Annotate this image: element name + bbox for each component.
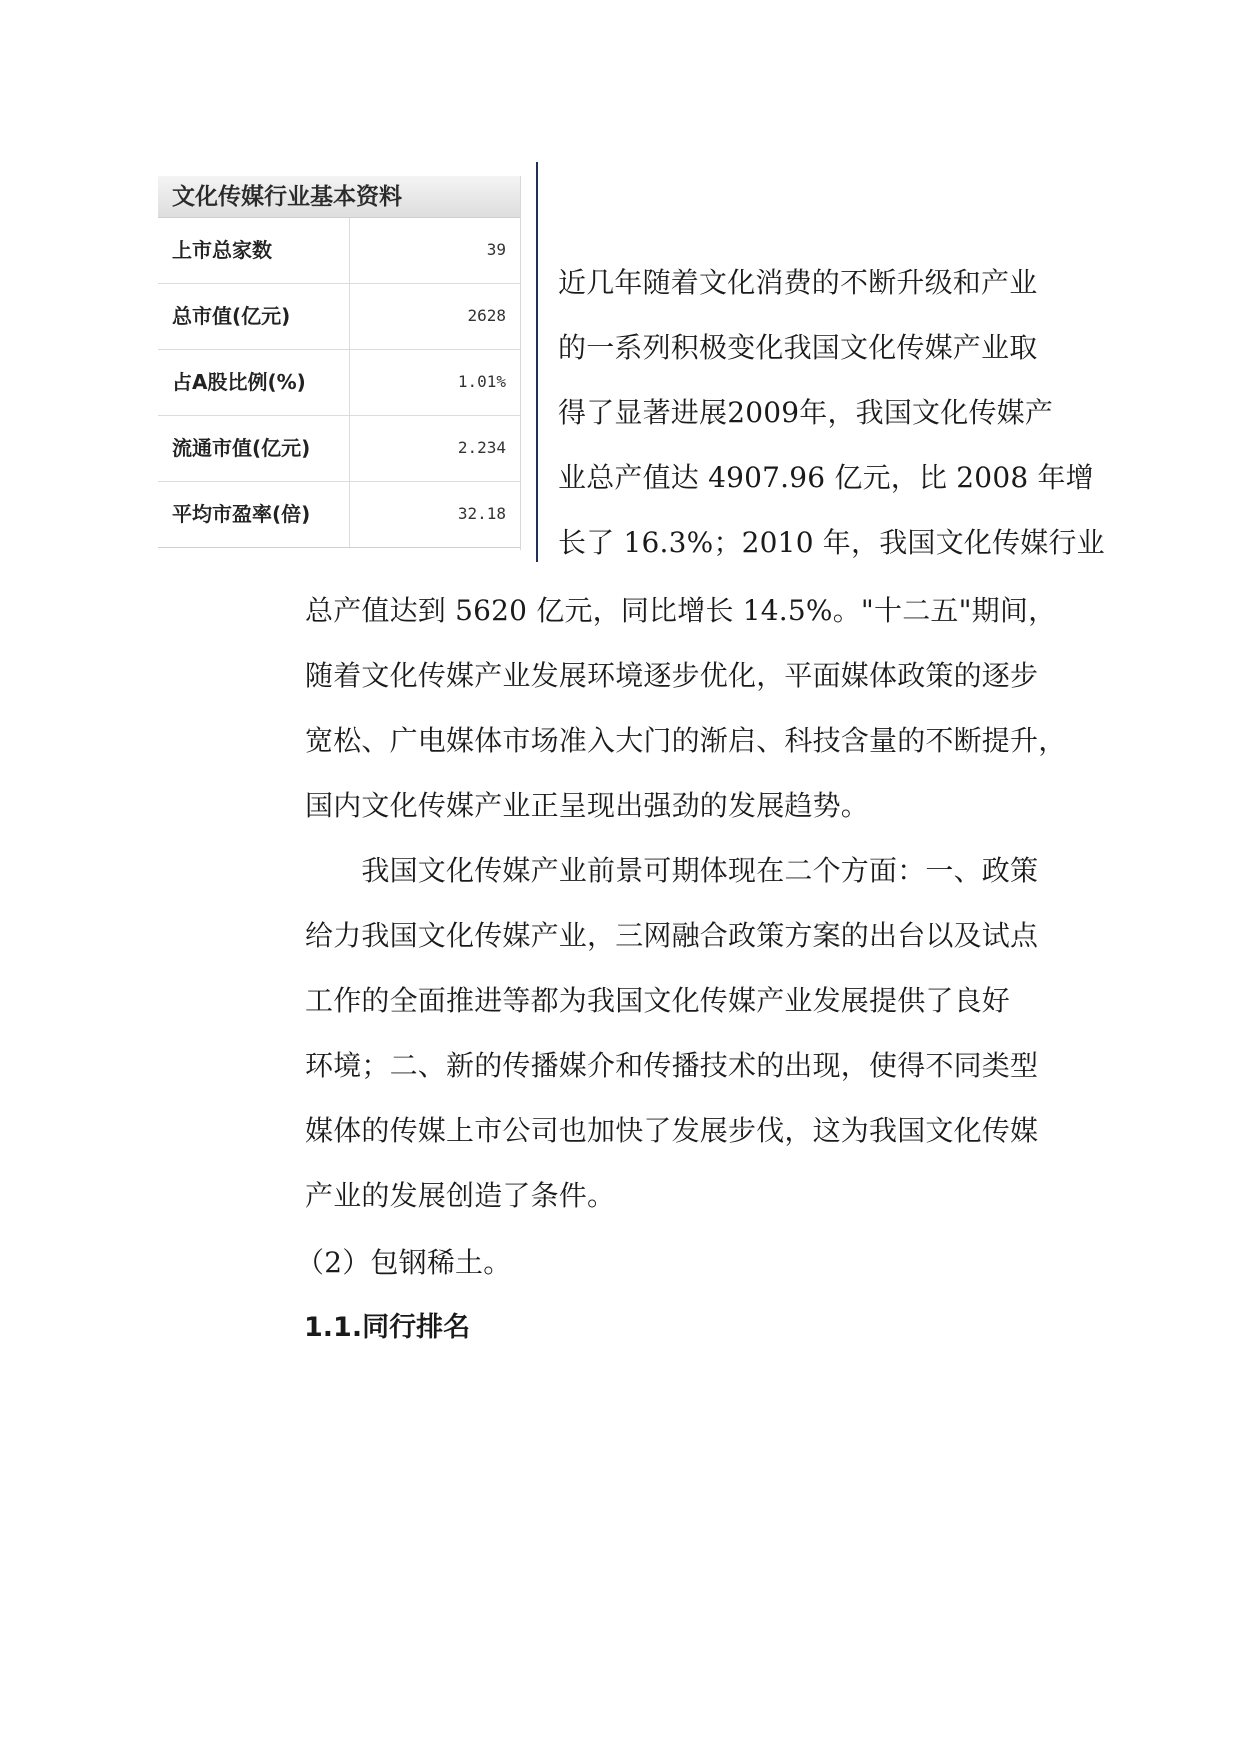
paragraph1-line: 得了显著进展2009年，我国文化传媒产 <box>558 396 1054 429</box>
row-label: 占A股比例(%) <box>158 350 350 415</box>
paragraph1-line: 宽松、广电媒体市场准入大门的渐启、科技含量的不断提升， <box>305 724 1067 757</box>
paragraph2-line: 产业的发展创造了条件。 <box>305 1179 616 1212</box>
paragraph2-line: 我国文化传媒产业前景可期体现在二个方面：一、政策 <box>305 854 1039 887</box>
row-value: 2628 <box>467 306 506 325</box>
paragraph1-line: 业总产值达 4907.96 亿元，比 2008 年增 <box>558 461 1094 494</box>
table-row <box>158 416 520 482</box>
row-value: 32.18 <box>457 504 506 523</box>
table-row <box>158 482 520 548</box>
row-value: 1.01% <box>457 372 506 391</box>
item-label: （2）包钢稀土。 <box>296 1246 512 1279</box>
section-heading: 1.1.同行排名 <box>304 1312 471 1343</box>
paragraph1-continuation <box>305 578 1067 838</box>
paragraph2 <box>305 838 1057 1228</box>
paragraph1-line: 随着文化传媒产业发展环境逐步优化，平面媒体政策的逐步 <box>305 659 1039 692</box>
paragraph1-line: 总产值达到 5620 亿元，同比增长 14.5%。"十二五"期间， <box>305 594 1057 627</box>
row-label: 平均市盈率(倍) <box>158 482 350 547</box>
row-label: 上市总家数 <box>158 218 350 283</box>
row-value: 2.234 <box>457 438 506 457</box>
table-row <box>158 218 520 284</box>
paragraph1-line: 长了 16.3%；2010 年，我国文化传媒行业 <box>558 526 1105 559</box>
table-row <box>158 284 520 350</box>
paragraph2-line: 给力我国文化传媒产业，三网融合政策方案的出台以及试点 <box>305 919 1039 952</box>
row-value: 39 <box>486 240 506 259</box>
row-label: 流通市值(亿元) <box>158 416 350 481</box>
table-row <box>158 350 520 416</box>
paragraph1-line: 国内文化传媒产业正呈现出强劲的发展趋势。 <box>305 789 870 822</box>
paragraph2-line: 媒体的传媒上市公司也加快了发展步伐，这为我国文化传媒 <box>305 1114 1039 1147</box>
vertical-divider <box>536 162 538 562</box>
paragraph2-line: 环境；二、新的传播媒介和传播技术的出现，使得不同类型 <box>305 1049 1039 1082</box>
paragraph2-line: 工作的全面推进等都为我国文化传媒产业发展提供了良好 <box>305 984 1011 1017</box>
paragraph1-line: 的一系列积极变化我国文化传媒产业取 <box>558 331 1038 364</box>
paragraph1-line: 近几年随着文化消费的不断升级和产业 <box>558 266 1038 299</box>
table-title: 文化传媒行业基本资料 <box>158 176 520 218</box>
industry-info-table <box>158 176 521 550</box>
row-label: 总市值(亿元) <box>158 284 350 349</box>
